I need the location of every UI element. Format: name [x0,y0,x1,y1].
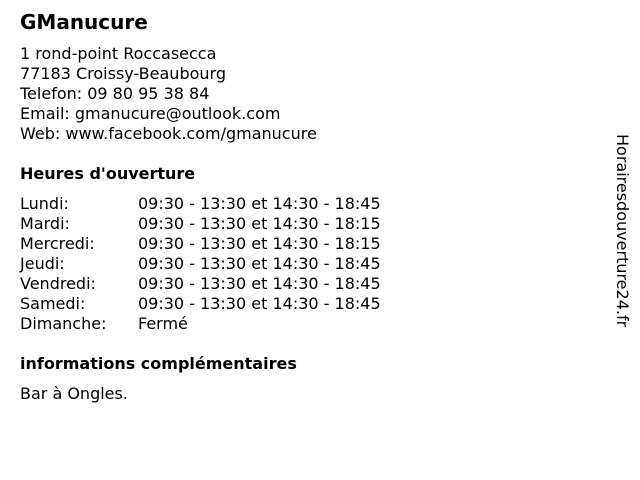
hours-row-thursday [20,254,440,274]
time-range: 09:30 - 13:30 et 14:30 - 18:45 [138,254,381,273]
day-label: Vendredi: [20,274,96,293]
day-label: Samedi: [20,294,86,313]
site-watermark [612,134,632,346]
hours-row-friday [20,274,440,294]
watermark-text: Horairesdouverture24.fr [613,134,632,328]
phone-number: Telefon: 09 80 95 38 84 [20,84,210,103]
day-label: Mardi: [20,214,70,233]
info-text: Bar à Ongles. [20,384,128,403]
time-range: 09:30 - 13:30 et 14:30 - 18:45 [138,194,381,213]
hours-row-monday [20,194,440,214]
address-city: 77183 Croissy-Beaubourg [20,64,226,83]
day-label: Jeudi: [20,254,65,273]
business-name: GManucure [20,10,148,34]
hours-row-wednesday [20,234,440,254]
hours-row-sunday [20,314,440,334]
time-range: 09:30 - 13:30 et 14:30 - 18:45 [138,274,381,293]
time-range: 09:30 - 13:30 et 14:30 - 18:15 [138,214,381,233]
email-address: Email: gmanucure@outlook.com [20,104,281,123]
hours-heading: Heures d'ouverture [20,164,196,183]
address-street: 1 rond-point Roccasecca [20,44,217,63]
opening-hours-list [20,194,440,334]
time-range: Fermé [138,314,188,333]
time-range: 09:30 - 13:30 et 14:30 - 18:15 [138,234,381,253]
time-range: 09:30 - 13:30 et 14:30 - 18:45 [138,294,381,313]
info-heading: informations complémentaires [20,354,297,373]
day-label: Lundi: [20,194,69,213]
day-label: Mercredi: [20,234,95,253]
website: Web: www.facebook.com/gmanucure [20,124,317,143]
contact-block [20,44,317,144]
hours-row-tuesday [20,214,440,234]
day-label: Dimanche: [20,314,107,333]
hours-row-saturday [20,294,440,314]
